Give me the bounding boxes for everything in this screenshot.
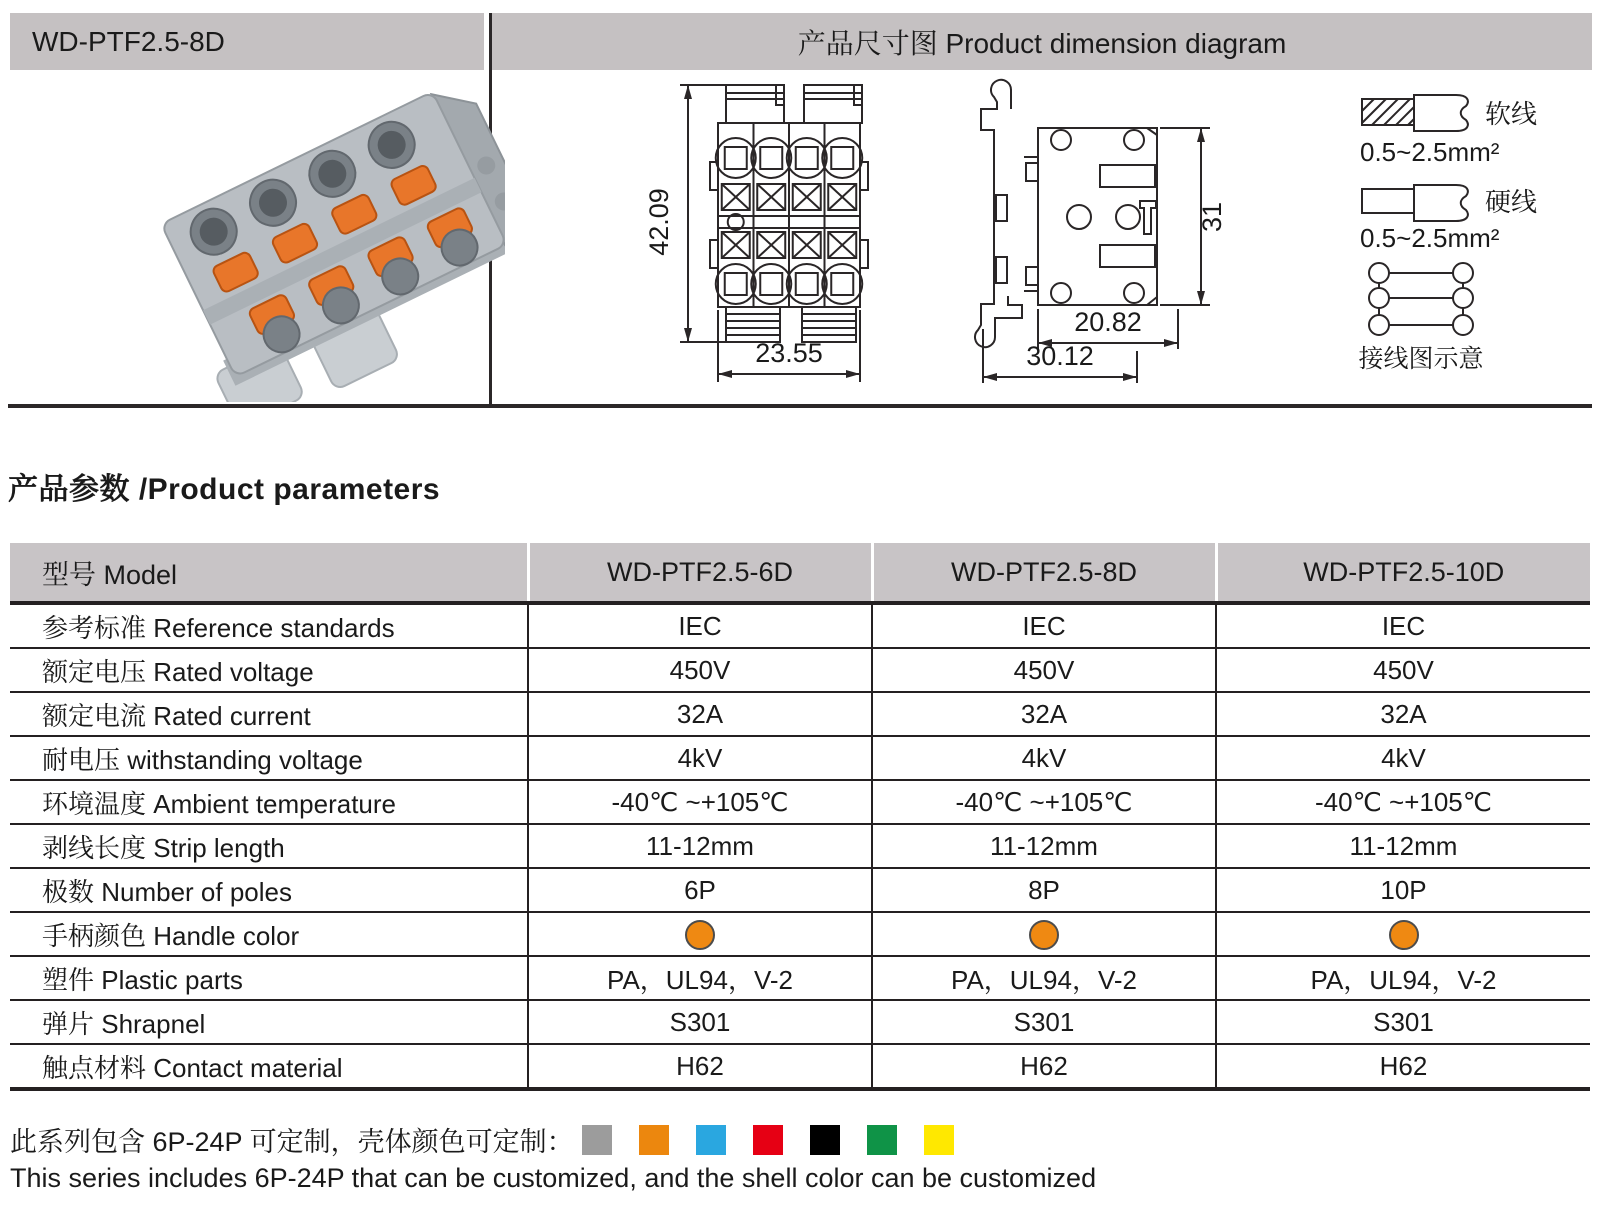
- table-row: [10, 1000, 1590, 1044]
- customization-note-zh: [10, 1120, 954, 1159]
- side-height-dimension: 31: [1197, 201, 1227, 233]
- cell-value: IEC: [528, 603, 872, 648]
- row-label: 弹片 Shrapnel: [10, 1000, 528, 1044]
- table-row: [10, 692, 1590, 736]
- cell-value: S301: [528, 1000, 872, 1044]
- row-label: 参考标准 Reference standards: [10, 603, 528, 648]
- latch-feature: [1140, 201, 1156, 234]
- row-label: 额定电流 Rated current: [10, 692, 528, 736]
- cell-value: -40℃ ~+105℃: [528, 780, 872, 824]
- soft-wire-icon: [1362, 95, 1468, 131]
- cell-value: IEC: [872, 603, 1216, 648]
- row-label: 剥线长度 Strip length: [10, 824, 528, 868]
- cell-value: 11-12mm: [528, 824, 872, 868]
- cell-value: 4kV: [872, 736, 1216, 780]
- handle-color-dot: [1389, 920, 1419, 950]
- cell-handle-color: [872, 912, 1216, 956]
- column-header-model: 型号 Model: [10, 543, 528, 603]
- cell-value: 32A: [872, 692, 1216, 736]
- dimension-title: 产品尺寸图 Product dimension diagram: [797, 27, 1287, 59]
- cell-value: H62: [872, 1044, 1216, 1089]
- cell-value: -40℃ ~+105℃: [1216, 780, 1590, 824]
- shell-color-swatches: [582, 1125, 954, 1155]
- table-row-handle-color: [10, 912, 1590, 956]
- row-label: 手柄颜色 Handle color: [10, 912, 528, 956]
- table-row: [10, 824, 1590, 868]
- model-header: [10, 13, 484, 70]
- cell-value: 10P: [1216, 868, 1590, 912]
- section-title: 产品参数 /Product parameters: [8, 473, 441, 506]
- table-row: [10, 956, 1590, 1000]
- row-label: 额定电压 Rated voltage: [10, 648, 528, 692]
- wiring-schematic-label: 接线图示意: [1358, 345, 1484, 373]
- table-row: [10, 736, 1590, 780]
- column-header-6d: WD-PTF2.5-6D: [528, 543, 872, 603]
- cell-value: 450V: [528, 648, 872, 692]
- table-row: [10, 868, 1590, 912]
- column-header-8d: WD-PTF2.5-8D: [872, 543, 1216, 603]
- customization-note-zh-text: 此系列包含 6P-24P 可定制，壳体颜色可定制：: [10, 1127, 574, 1157]
- cell-value: S301: [1216, 1000, 1590, 1044]
- cell-value: 450V: [872, 648, 1216, 692]
- cell-value: 32A: [528, 692, 872, 736]
- dimension-header: [492, 13, 1592, 70]
- row-label: 耐电压 withstanding voltage: [10, 736, 528, 780]
- wire-spec-panel: [1322, 77, 1562, 377]
- cell-value: PA，UL94，V-2: [1216, 956, 1590, 1000]
- hard-wire-icon: [1362, 185, 1468, 221]
- cell-value: PA，UL94，V-2: [872, 956, 1216, 1000]
- parameters-table: [10, 543, 1590, 1091]
- hard-wire-label: 硬线: [1485, 187, 1538, 217]
- handle-color-dot: [1029, 920, 1059, 950]
- product-photo: [95, 72, 505, 402]
- swatch-red: [753, 1125, 783, 1155]
- customization-note-en: This series includes 6P-24P that can be customized, and the shell color can be customized: [10, 1163, 1097, 1193]
- swatch-yellow: [924, 1125, 954, 1155]
- soft-wire-range: 0.5~2.5mm²: [1360, 137, 1500, 167]
- side-inner-width-dimension: 20.82: [1074, 307, 1142, 337]
- cell-value: H62: [1216, 1044, 1590, 1089]
- wiring-schematic: [1369, 263, 1473, 335]
- table-row: [10, 1044, 1590, 1089]
- hard-wire-range: 0.5~2.5mm²: [1360, 223, 1500, 253]
- cell-value: IEC: [1216, 603, 1590, 648]
- cell-value: S301: [872, 1000, 1216, 1044]
- cell-value: PA，UL94，V-2: [528, 956, 872, 1000]
- handle-color-dot: [685, 920, 715, 950]
- table-header-row: [10, 543, 1590, 603]
- row-label: 触点材料 Contact material: [10, 1044, 528, 1089]
- swatch-blue: [696, 1125, 726, 1155]
- cell-value: 450V: [1216, 648, 1590, 692]
- model-title: WD-PTF2.5-8D: [32, 25, 225, 57]
- cell-value: H62: [528, 1044, 872, 1089]
- row-label: 塑件 Plastic parts: [10, 956, 528, 1000]
- cell-handle-color: [528, 912, 872, 956]
- cell-value: 4kV: [1216, 736, 1590, 780]
- cell-handle-color: [1216, 912, 1590, 956]
- row-label: 环境温度 Ambient temperature: [10, 780, 528, 824]
- side-view-drawing: [938, 67, 1248, 412]
- swatch-orange: [639, 1125, 669, 1155]
- din-clip-profile: [975, 80, 1022, 347]
- table-row: [10, 603, 1590, 648]
- cell-value: 11-12mm: [1216, 824, 1590, 868]
- swatch-green: [867, 1125, 897, 1155]
- column-header-10d: WD-PTF2.5-10D: [1216, 543, 1590, 603]
- cell-value: -40℃ ~+105℃: [872, 780, 1216, 824]
- cell-value: 4kV: [528, 736, 872, 780]
- row-label: 极数 Number of poles: [10, 868, 528, 912]
- table-row: [10, 780, 1590, 824]
- soft-wire-label: 软线: [1485, 99, 1538, 129]
- front-height-dimension: 42.09: [644, 188, 674, 256]
- cell-value: 32A: [1216, 692, 1590, 736]
- front-width-dimension: 23.55: [755, 338, 823, 368]
- table-row: [10, 648, 1590, 692]
- side-outer-width-dimension: 30.12: [1026, 341, 1094, 371]
- swatch-black: [810, 1125, 840, 1155]
- cell-value: 11-12mm: [872, 824, 1216, 868]
- cell-value: 8P: [872, 868, 1216, 912]
- swatch-gray: [582, 1125, 612, 1155]
- front-view-drawing: [642, 70, 972, 410]
- cell-value: 6P: [528, 868, 872, 912]
